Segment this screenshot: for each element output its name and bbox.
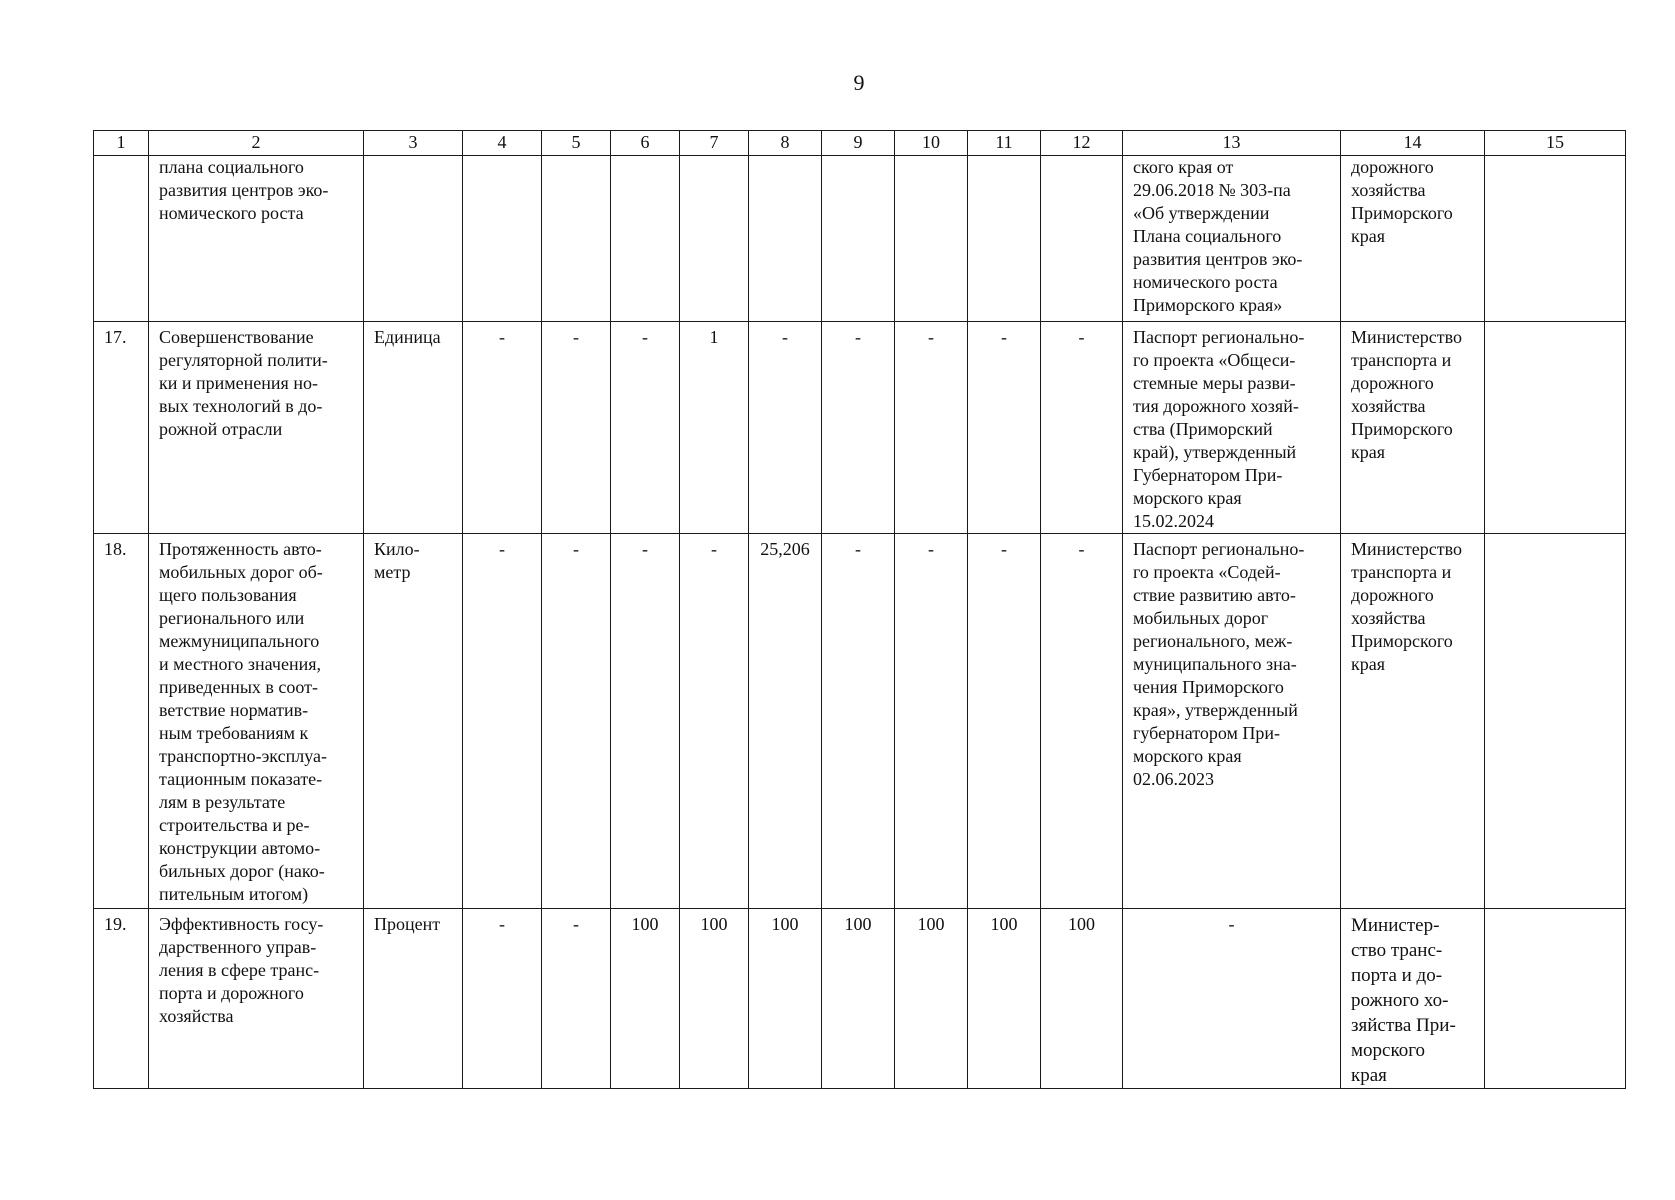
text-line: межмуниципального [159,631,320,651]
text-line: регионального, меж- [1133,631,1293,651]
text-line: ствие развитию авто- [1133,585,1296,605]
text-line: Плана социального [1133,226,1282,246]
header-col-4: 4 [463,131,542,156]
cell-value: 100 [1041,909,1123,1089]
header-col-10: 10 [895,131,968,156]
cell-unit [364,322,463,534]
text-line: Министерство [1351,539,1462,559]
text-line: пительным итогом) [159,884,309,904]
cell-value: - [542,534,611,909]
text-line: вых технологий в до- [159,396,323,416]
table-row [94,322,1626,534]
text-line: Кило- [374,539,420,559]
cell-unit [364,909,463,1089]
cell-value [463,156,542,322]
cell-document [1123,322,1341,534]
text-line: щего пользования [159,585,297,605]
text-line: регуляторной полити- [159,350,328,370]
cell-col15 [1485,534,1626,909]
cell-value: - [463,909,542,1089]
text-line: 02.06.2023 [1133,769,1214,789]
cell-value: - [968,322,1041,534]
text-line: Губернатором При- [1133,465,1283,485]
text-line: рожной отрасли [159,419,283,439]
text-line: и местного значения, [159,654,321,674]
text-line: зяйства При- [1351,1015,1456,1036]
text-line: дарственного управ- [159,937,317,957]
text-line: транспорта и [1351,350,1452,370]
cell-value: 100 [611,909,680,1089]
text-line: метр [374,562,411,582]
cell-document [1123,534,1341,909]
cell-value: - [611,534,680,909]
text-line: дорожного [1351,373,1434,393]
text-line: порта и дорожного [159,983,304,1003]
text-line: регионального или [159,608,305,628]
cell-indicator-name [149,534,364,909]
text-line: лям в результате [159,792,286,812]
cell-value: 25,206 [749,534,822,909]
cell-document [1123,156,1341,322]
text-line: ство транс- [1351,940,1443,961]
text-line: го проекта «Общеси- [1133,350,1296,370]
cell-unit [364,534,463,909]
cell-value: 1 [680,322,749,534]
cell-value: - [463,534,542,909]
text-line: морского края [1133,746,1242,766]
text-line: Приморского [1351,631,1453,651]
cell-value: - [1041,322,1123,534]
text-line: чения Приморского [1133,677,1284,697]
cell-value: 100 [680,909,749,1089]
header-col-6: 6 [611,131,680,156]
cell-value [1041,156,1123,322]
cell-indicator-name [149,909,364,1089]
cell-value [542,156,611,322]
header-col-8: 8 [749,131,822,156]
text-line: хозяйства [1351,608,1426,628]
text-line: Приморского [1351,419,1453,439]
text-line: развития центров эко- [159,180,329,200]
page-number: 9 [853,70,865,95]
cell-value: - [895,534,968,909]
cell-value: - [968,534,1041,909]
text-line: строительства и ре- [159,815,310,835]
text-line: ным требованиям к [159,723,309,743]
text-line: края [1351,226,1386,246]
text-line: Министер- [1351,915,1440,936]
cell-value: 100 [822,909,895,1089]
text-line: тационным показате- [159,769,323,789]
text-line: номического роста [159,203,304,223]
text-line: Процент [374,914,441,934]
header-col-12: 12 [1041,131,1123,156]
text-line: края», утвержденный [1133,700,1298,720]
text-line: края [1351,442,1386,462]
text-line: мобильных дорог [1133,608,1269,628]
text-line: бильных дорог (нако- [159,861,325,881]
cell-value: - [542,909,611,1089]
cell-value: - [895,322,968,534]
text-line: Министерство [1351,327,1462,347]
cell-value [749,156,822,322]
cell-value: 100 [749,909,822,1089]
cell-value: - [680,534,749,909]
header-row [94,131,1626,156]
text-line: 15.02.2024 [1133,511,1214,531]
cell-col15 [1485,322,1626,534]
header-col-3: 3 [364,131,463,156]
header-col-11: 11 [968,131,1041,156]
text-line: ветствие норматив- [159,700,309,720]
text-line: приведенных в соот- [159,677,319,697]
text-line: рожного хо- [1351,990,1449,1011]
cell-col15 [1485,156,1626,322]
text-line: Протяженность авто- [159,539,322,559]
text-line: ского края от [1133,157,1234,177]
cell-num: 17. [94,322,149,534]
text-line: Паспорт регионально- [1133,327,1305,347]
cell-responsible [1341,322,1485,534]
header-col-15: 15 [1485,131,1626,156]
text-line: губернатором При- [1133,723,1281,743]
text-line: хозяйства [1351,396,1426,416]
cell-value: 100 [895,909,968,1089]
text-line: муниципального зна- [1133,654,1297,674]
header-col-13: 13 [1123,131,1341,156]
header-col-1: 1 [94,131,149,156]
text-line: плана социального [159,157,304,177]
text-line: 29.06.2018 № 303-па [1133,180,1291,200]
header-col-14: 14 [1341,131,1485,156]
cell-num [94,156,149,322]
cell-unit [364,156,463,322]
text-line: Приморского края» [1133,295,1283,315]
cell-value: - [822,322,895,534]
text-line: хозяйства [159,1006,234,1026]
text-line: конструкции автомо- [159,838,321,858]
text-line: края [1351,1065,1387,1086]
text-line: «Об утверждении [1133,203,1270,223]
cell-value: - [611,322,680,534]
text-line: края [1351,654,1386,674]
cell-document [1123,909,1341,1089]
cell-value [968,156,1041,322]
text-line: Эффективность госу- [159,914,324,934]
cell-num: 18. [94,534,149,909]
cell-value: - [822,534,895,909]
cell-value [895,156,968,322]
header-col-9: 9 [822,131,895,156]
cell-indicator-name [149,322,364,534]
header-col-5: 5 [542,131,611,156]
text-line: Единица [374,327,441,347]
text-line: ства (Приморский [1133,419,1273,439]
text-line: хозяйства [1351,180,1426,200]
text-line: транспортно-эксплуа- [159,746,327,766]
text-line: развития центров эко- [1133,249,1303,269]
cell-indicator-name [149,156,364,322]
text-line: го проекта «Содей- [1133,562,1281,582]
cell-value: - [749,322,822,534]
text-line: ки и применения но- [159,373,318,393]
text-line: тия дорожного хозяй- [1133,396,1299,416]
cell-value: 100 [968,909,1041,1089]
table-row [94,909,1626,1089]
text-line: край), утвержденный [1133,442,1297,462]
cell-value: - [542,322,611,534]
text-line: морского [1351,1040,1426,1061]
header-col-2: 2 [149,131,364,156]
text-line: Паспорт регионально- [1133,539,1305,559]
cell-responsible [1341,534,1485,909]
text-line: Совершенствование [159,327,314,347]
text-line: номического роста [1133,272,1278,292]
text-line: дорожного [1351,157,1434,177]
cell-value [822,156,895,322]
text-line: стемные меры разви- [1133,373,1296,393]
text-line: ления в сфере транс- [159,960,320,980]
text-line: - [1228,914,1235,934]
cell-value: - [463,322,542,534]
text-line: мобильных дорог об- [159,562,323,582]
cell-num: 19. [94,909,149,1089]
cell-value [680,156,749,322]
text-line: Приморского [1351,203,1453,223]
cell-responsible [1341,909,1485,1089]
cell-responsible [1341,156,1485,322]
text-line: дорожного [1351,585,1434,605]
cell-col15 [1485,909,1626,1089]
text-line: порта и до- [1351,965,1443,986]
text-line: морского края [1133,488,1242,508]
cell-value: - [1041,534,1123,909]
text-line: транспорта и [1351,562,1452,582]
table-row-continuation [94,156,1626,322]
indicators-table [93,130,1626,1089]
header-col-7: 7 [680,131,749,156]
table-row [94,534,1626,909]
cell-value [611,156,680,322]
